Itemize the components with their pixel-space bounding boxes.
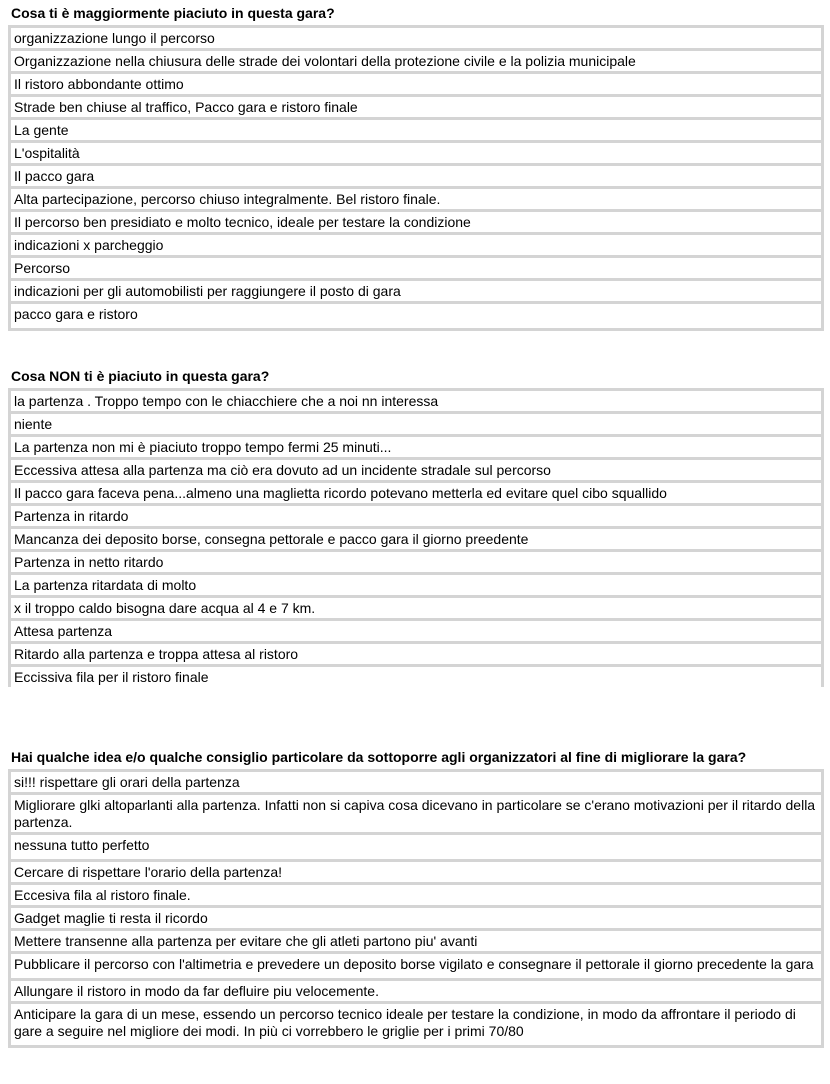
answers-table	[8, 388, 824, 687]
answer-row: Il pacco gara	[11, 163, 821, 186]
question-title: Cosa NON ti è piaciuto in questa gara?	[11, 368, 270, 384]
answer-row: indicazioni per gli automobilisti per raggiungere il posto di gara	[11, 278, 821, 301]
answer-row	[11, 664, 821, 687]
answer-row: L'ospitalità	[11, 140, 821, 163]
answer-row: Partenza in ritardo	[11, 503, 821, 526]
answer-row: indicazioni x parcheggio	[11, 232, 821, 255]
answer-row: Eccessiva attesa alla partenza ma ciò era dovuto ad un incidente stradale sul percorso	[11, 457, 821, 480]
answer-row: La partenza non mi è piaciuto troppo tempo fermi 25 minuti...	[11, 434, 821, 457]
answer-row: la partenza . Troppo tempo con le chiacchiere che a noi nn interessa	[14, 393, 439, 409]
answer-row: Pubblicare il percorso con l'altimetria e prevedere un deposito borse vigilato e consegnare il pettorale il giorno precedente la gara	[11, 951, 821, 978]
answer-row: Eccesiva fila al ristoro finale.	[11, 882, 821, 905]
section-liked	[8, 5, 824, 331]
answer-row: organizzazione lungo il percorso	[14, 30, 215, 46]
answer-row: x il troppo caldo bisogna dare acqua al 4 e 7 km.	[11, 595, 821, 618]
answer-row: Allungare il ristoro in modo da far defluire piu velocemente.	[11, 978, 821, 1001]
answer-row: Percorso	[11, 255, 821, 278]
question-title: Cosa ti è maggiormente piaciuto in questa gara?	[11, 5, 335, 21]
answer-row: Il pacco gara faceva pena...almeno una maglietta ricordo potevano metterla ed evitare quel cibo squallido	[11, 480, 821, 503]
answer-row: Cercare di rispettare l'orario della partenza!	[11, 859, 821, 882]
answer-row: Migliorare glki altoparlanti alla partenza. Infatti non si capiva cosa dicevano in particolare se c'erano motivazioni per il ritardo della partenza.	[11, 792, 821, 832]
answer-row: Mettere transenne alla partenza per evitare che gli atleti partono piu' avanti	[11, 928, 821, 951]
answer-row: Alta partecipazione, percorso chiuso integralmente. Bel ristoro finale.	[11, 186, 821, 209]
answer-row: pacco gara e ristoro	[11, 301, 821, 328]
answer-row: si!!! rispettare gli orari della partenza	[14, 774, 240, 790]
question-title: Hai qualche idea e/o qualche consiglio particolare da sottoporre agli organizzatori al fine di migliorare la gara?	[11, 749, 747, 765]
section-disliked	[8, 368, 824, 687]
answer-text: Eccissiva fila per il ristoro finale	[14, 669, 209, 685]
answer-row: nessuna tutto perfetto	[11, 832, 821, 859]
answers-table	[8, 769, 824, 1048]
section-suggestions	[8, 749, 824, 1048]
answer-row: niente	[11, 411, 821, 434]
answer-row: Partenza in netto ritardo	[11, 549, 821, 572]
answer-row: Mancanza dei deposito borse, consegna pettorale e pacco gara il giorno preedente	[11, 526, 821, 549]
answer-row: Strade ben chiuse al traffico, Pacco gara e ristoro finale	[11, 94, 821, 117]
answer-row: Il percorso ben presidiato e molto tecnico, ideale per testare la condizione	[11, 209, 821, 232]
answer-row: Anticipare la gara di un mese, essendo un percorso tecnico ideale per testare la condizione, in modo da affrontare il periodo di gare a seguire nel migliore dei modi. In più ci vorrebbero le griglie per i primi 70/80	[11, 1001, 821, 1045]
answer-row: Attesa partenza	[11, 618, 821, 641]
answer-row: Il ristoro abbondante ottimo	[11, 71, 821, 94]
answer-row: La partenza ritardata di molto	[11, 572, 821, 595]
answer-row: La gente	[11, 117, 821, 140]
answer-row: Gadget maglie ti resta il ricordo	[11, 905, 821, 928]
answer-row: Ritardo alla partenza e troppa attesa al ristoro	[11, 641, 821, 664]
answers-table	[8, 25, 824, 331]
answer-row: Organizzazione nella chiusura delle strade dei volontari della protezione civile e la polizia municipale	[11, 48, 821, 71]
